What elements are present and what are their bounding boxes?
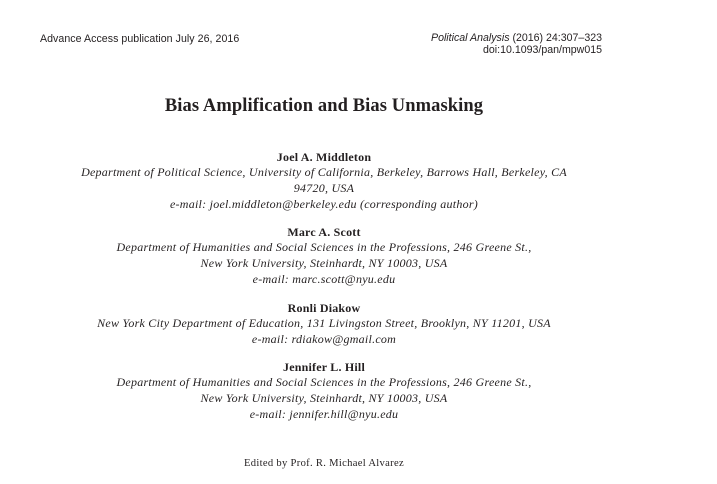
author-name: Jennifer L. Hill: [283, 360, 365, 375]
paper-title: Bias Amplification and Bias Unmasking: [164, 96, 484, 116]
author-name: Ronli Diakow: [287, 300, 361, 315]
journal-citation: [431, 33, 602, 56]
affiliation-line: New York University, Steinhardt, NY 10003, USA: [200, 256, 448, 271]
author-name: Joel A. Middleton: [276, 150, 372, 164]
journal-volume-pages: (2016) 24:307–323: [509, 32, 602, 44]
author-email: e-mail: marc.scott@nyu.edu: [252, 271, 396, 286]
journal-name: Political Analysis: [431, 32, 510, 44]
author-block: [0, 225, 648, 287]
affiliation-line: Department of Humanities and Social Sciences in the Professions, 246 Greene St.,: [116, 375, 532, 390]
author-block: [0, 360, 648, 422]
affiliation-line: Department of Political Science, University of California, Berkeley, Barrows Hall, Berkeley, CA: [81, 165, 567, 179]
publication-date: Advance Access publication July 26, 2016: [40, 33, 240, 45]
author-email: e-mail: rdiakow@gmail.com: [251, 331, 397, 346]
author-email: e-mail: joel.middleton@berkeley.edu (corresponding author): [169, 196, 479, 211]
author-affiliation: [0, 165, 648, 197]
author-block: [0, 301, 648, 348]
author-list: [0, 150, 648, 436]
affiliation-line: New York City Department of Education, 131 Livingston Street, Brooklyn, NY 11201, USA: [97, 315, 551, 330]
doi: doi:10.1093/pan/mpw015: [483, 43, 602, 56]
author-name: Marc A. Scott: [287, 225, 361, 240]
author-affiliation: [0, 240, 648, 272]
author-block: [0, 150, 648, 212]
editor-note: Edited by Prof. R. Michael Alvarez: [244, 458, 404, 469]
journal-line: [431, 33, 602, 45]
affiliation-line: 94720, USA: [293, 180, 355, 195]
author-affiliation: [0, 316, 648, 332]
author-affiliation: [0, 375, 648, 407]
affiliation-line: New York University, Steinhardt, NY 10003, USA: [200, 391, 448, 406]
author-email: e-mail: jennifer.hill@nyu.edu: [249, 406, 399, 421]
affiliation-line: Department of Humanities and Social Sciences in the Professions, 246 Greene St.,: [116, 240, 532, 255]
